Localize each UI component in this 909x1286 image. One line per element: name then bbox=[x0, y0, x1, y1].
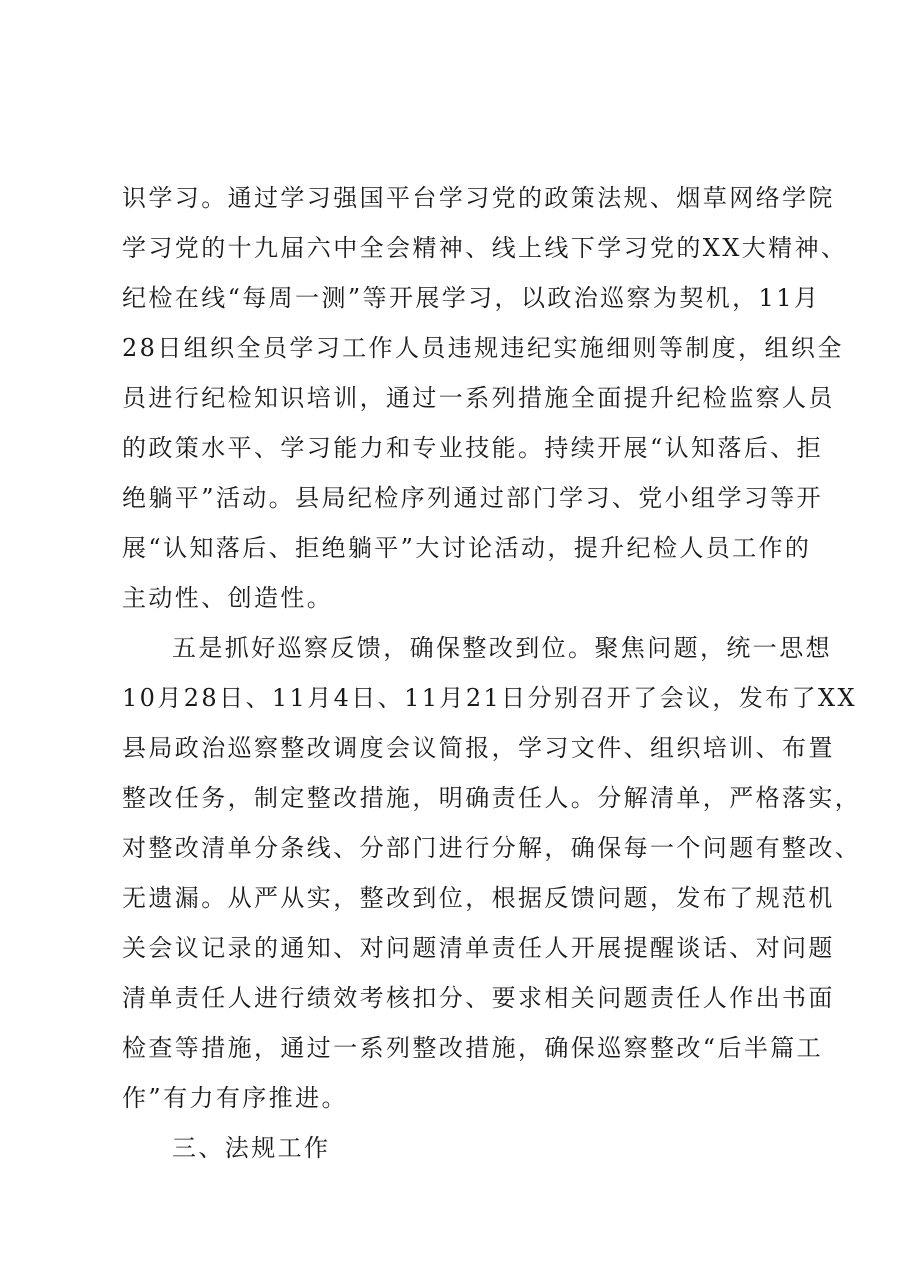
text-line: 对整改清单分条线、分部门进行分解，确保每一个问题有整改、 bbox=[122, 834, 862, 862]
text-line: 28日组织全员学习工作人员违规违纪实施细则等制度，组织全 bbox=[122, 334, 844, 362]
text-line: 的政策水平、学习能力和专业技能。持续开展“认知落后、拒 bbox=[122, 434, 824, 462]
section-heading: 三、法规工作 bbox=[172, 1134, 331, 1162]
text-line: 员进行纪检知识培训，通过一系列措施全面提升纪检监察人员 bbox=[122, 384, 835, 412]
text-line: 10月28日、11月4日、11月21日分别召开了会议，发布了XX bbox=[122, 684, 857, 712]
text-line: 展“认知落后、拒绝躺平”大讨论活动，提升纪检人员工作的 bbox=[122, 534, 812, 562]
text-line: 主动性、创造性。 bbox=[122, 584, 334, 612]
text-line: 纪检在线“每周一测”等开展学习，以政治巡察为契机，11月 bbox=[122, 284, 821, 312]
text-line: 关会议记录的通知、对问题清单责任人开展提醒谈话、对问题 bbox=[122, 934, 835, 962]
text-line: 清单责任人进行绩效考核扣分、要求相关问题责任人作出书面 bbox=[122, 984, 835, 1012]
paragraph-first-line: 五是抓好巡察反馈，确保整改到位。聚焦问题，统一思想 bbox=[172, 634, 832, 662]
text-line: 整改任务，制定整改措施，明确责任人。分解清单，严格落实， bbox=[122, 784, 862, 812]
text-line: 县局政治巡察整改调度会议简报，学习文件、组织培训、布置 bbox=[122, 734, 835, 762]
text-line: 作”有力有序推进。 bbox=[122, 1084, 348, 1112]
text-line: 绝躺平”活动。县局纪检序列通过部门学习、党小组学习等开 bbox=[122, 484, 824, 512]
text-line: 无遗漏。从严从实，整改到位，根据反馈问题，发布了规范机 bbox=[122, 884, 835, 912]
text-line: 检查等措施，通过一系列整改措施，确保巡察整改“后半篇工 bbox=[122, 1034, 824, 1062]
text-line: 学习党的十九届六中全会精神、线上线下学习党的XX大精神、 bbox=[122, 234, 848, 262]
text-line: 识学习。通过学习强国平台学习党的政策法规、烟草网络学院 bbox=[122, 184, 835, 212]
